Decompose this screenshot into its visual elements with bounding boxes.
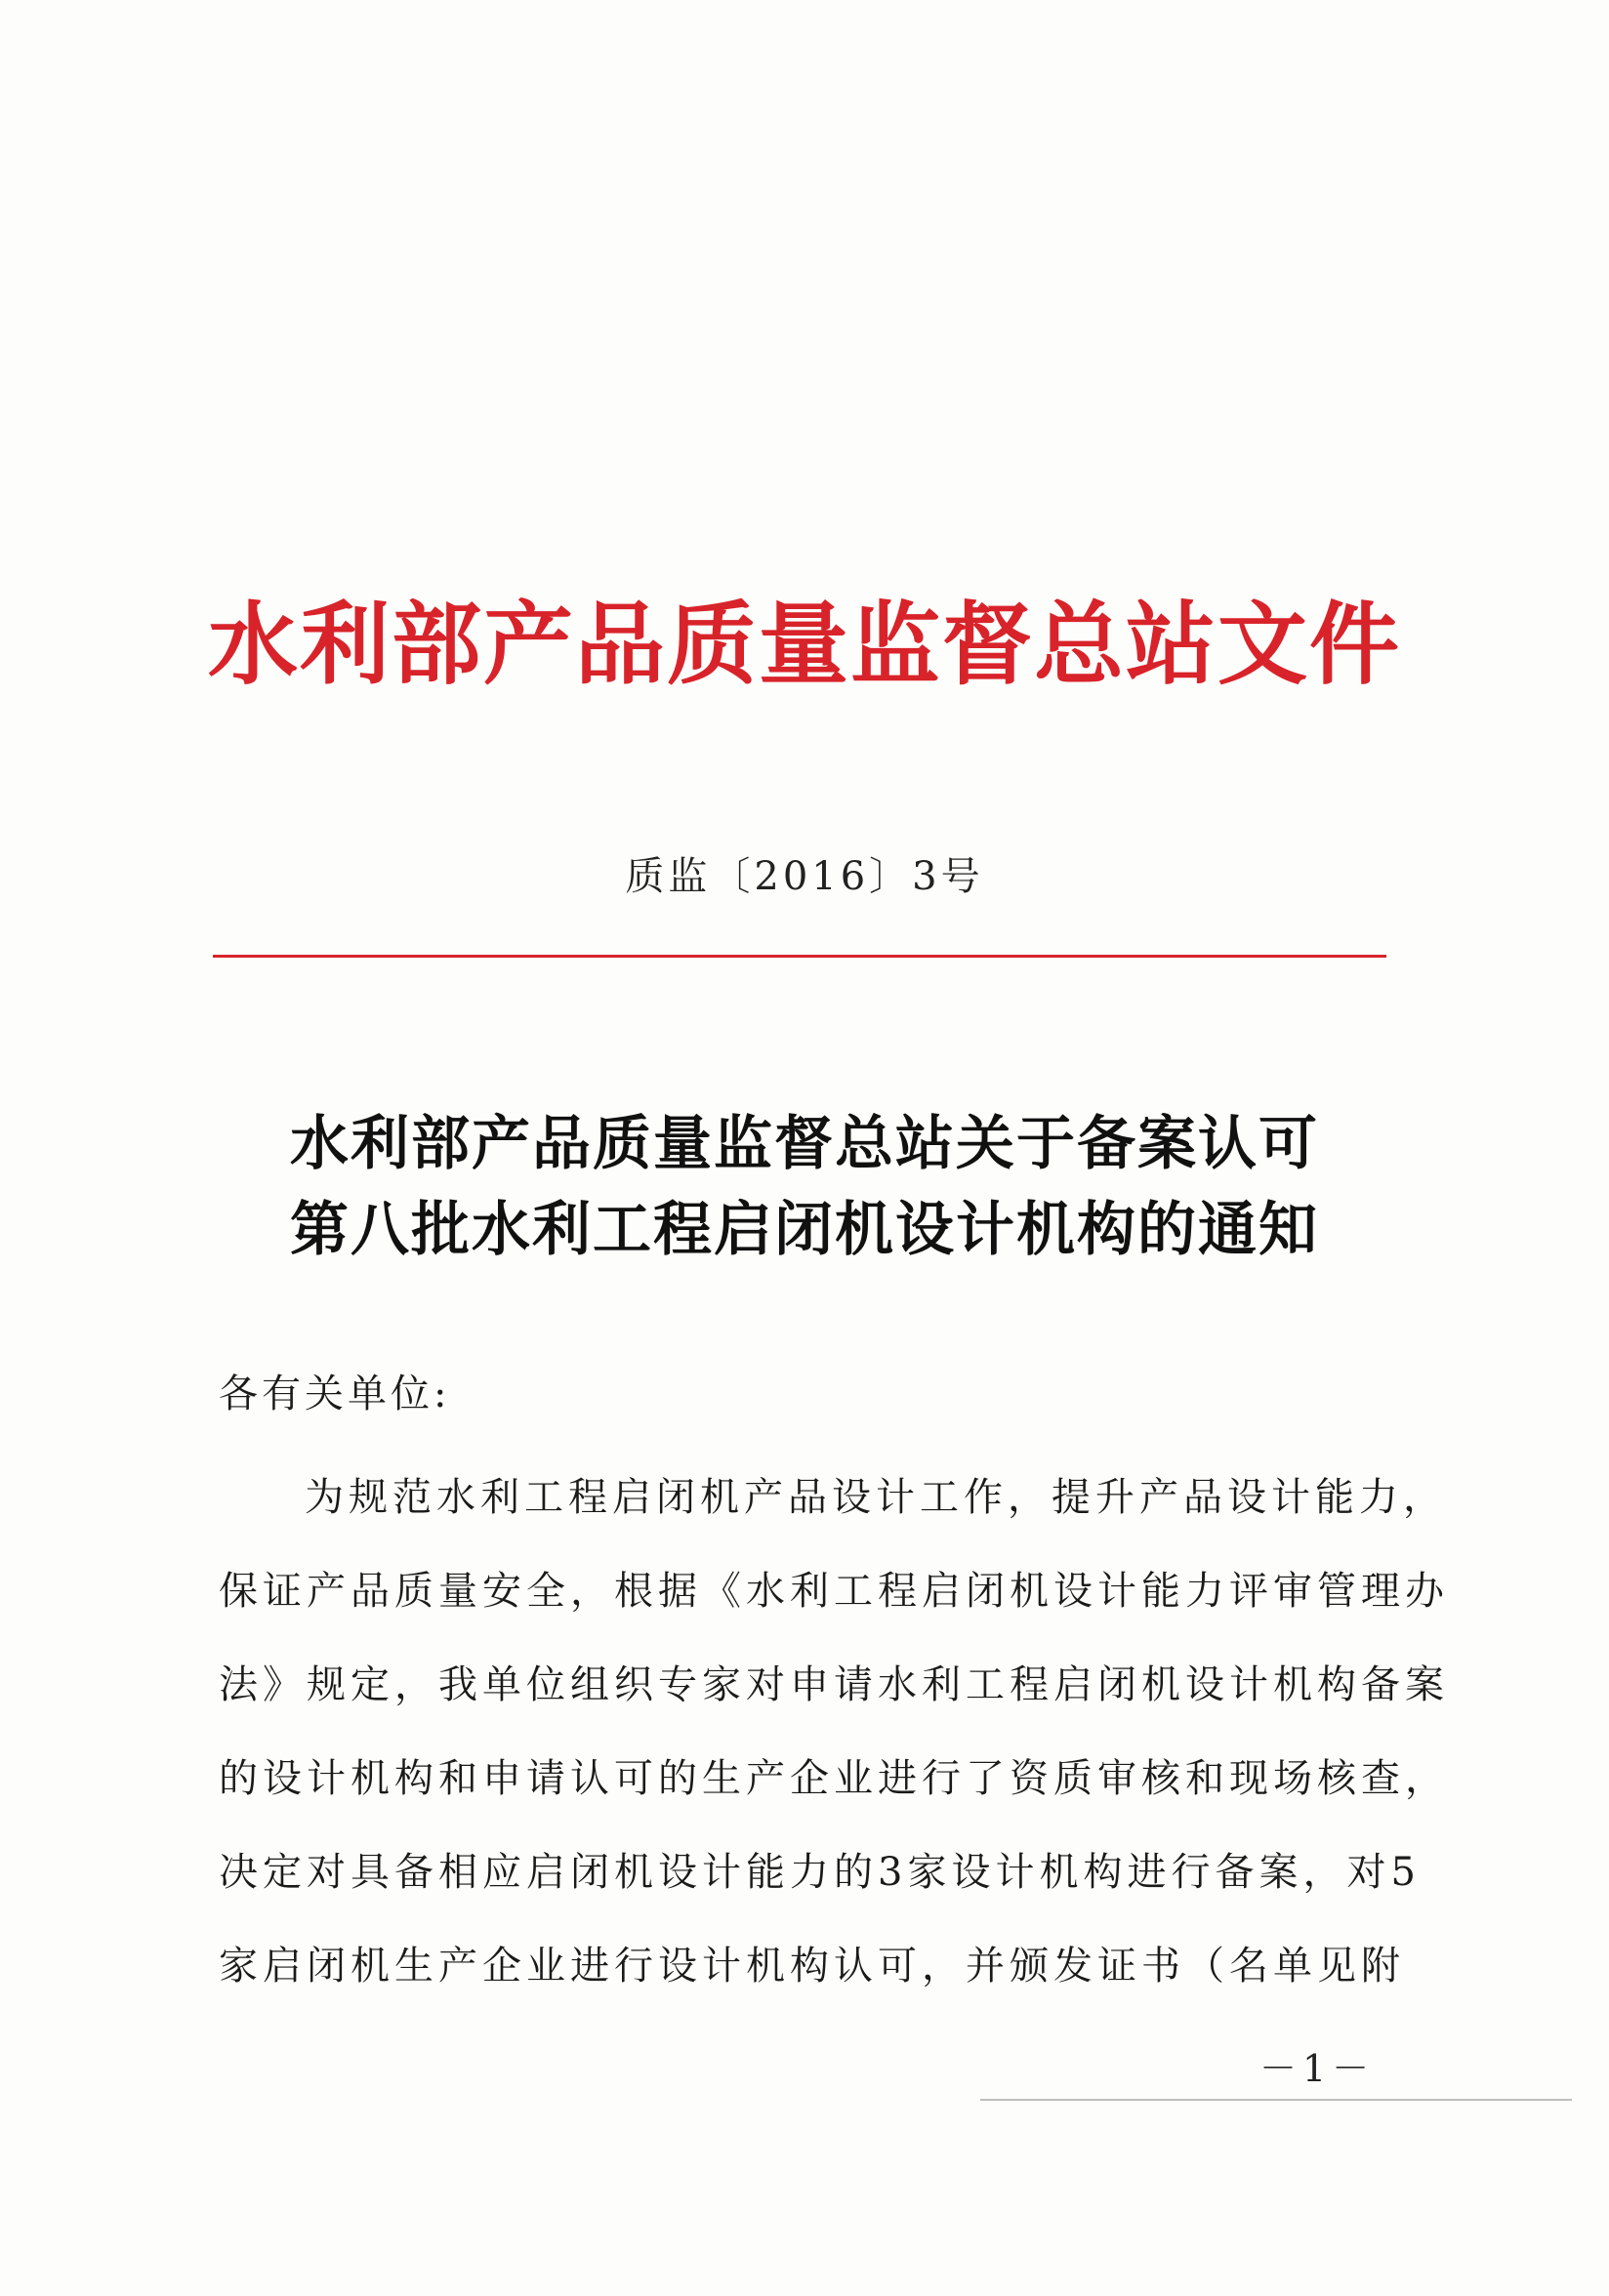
body-line-1: 为规范水利工程启闭机产品设计工作，提升产品设计能力， [305,1475,1447,1520]
red-separator-line [213,955,1386,958]
footer-line [980,2099,1572,2101]
body-line-2: 保证产品质量安全，根据《水利工程启闭机设计能力评审管理办 [219,1569,1449,1614]
notice-title-line-1: 水利部产品质量监督总站关于备案认可 [290,1110,1319,1178]
body-line-3: 法》规定，我单位组织专家对申请水利工程启闭机设计机构备案 [219,1662,1449,1707]
body-line-4: 的设计机构和申请认可的生产企业进行了资质审核和现场核查， [219,1756,1449,1801]
document-number: 质监〔2016〕3号 [625,854,984,899]
body-line-5: 决定对具备相应启闭机设计能力的3家设计机构进行备案，对5 [219,1850,1421,1895]
notice-title [0,1101,1609,1273]
body-line-6: 家启闭机生产企业进行设计机构认可，并颁发证书（名单见附 [219,1944,1405,1988]
notice-title-line-2: 第八批水利工程启闭机设计机构的通知 [290,1196,1319,1264]
salutation: 各有关单位: [219,1372,451,1416]
body-paragraph [219,1451,1449,2013]
page-number: －1－ [1259,2047,1376,2090]
issuer-header-title: 水利部产品质量监督总站文件 [207,592,1401,697]
